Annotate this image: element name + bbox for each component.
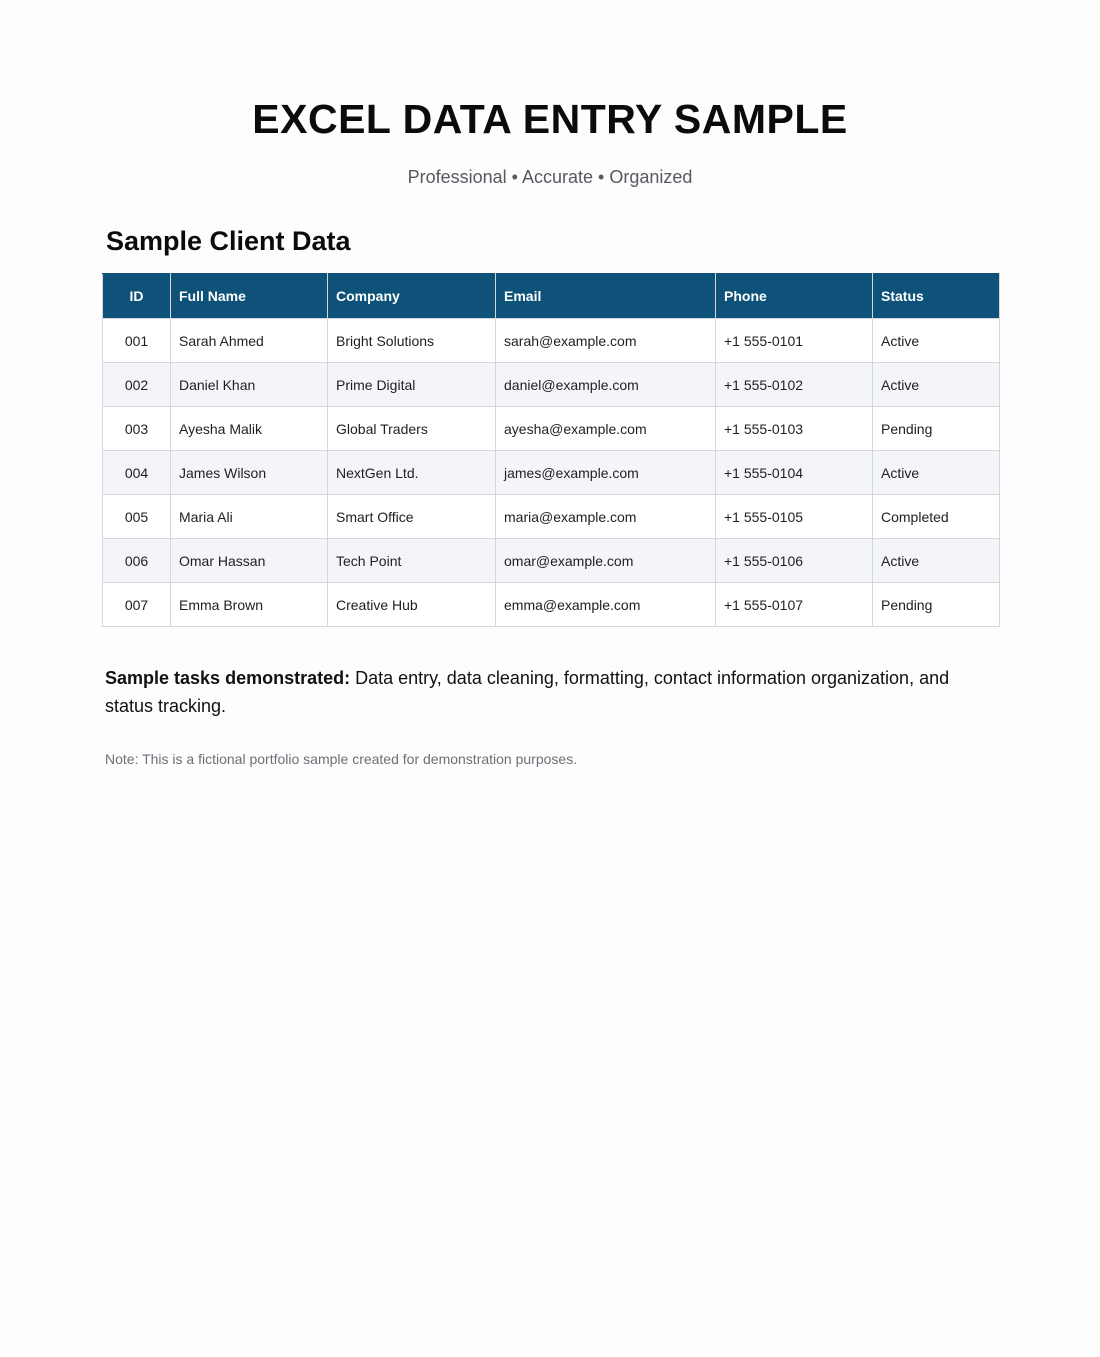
cell-phone: +1 555-0103 xyxy=(716,407,873,451)
cell-company: NextGen Ltd. xyxy=(328,451,496,495)
cell-phone: +1 555-0104 xyxy=(716,451,873,495)
table-header xyxy=(103,274,1000,319)
cell-full-name: Maria Ali xyxy=(171,495,328,539)
cell-full-name: Daniel Khan xyxy=(171,363,328,407)
cell-phone: +1 555-0106 xyxy=(716,539,873,583)
cell-email: omar@example.com xyxy=(496,539,716,583)
cell-status: Active xyxy=(873,451,1000,495)
cell-company: Prime Digital xyxy=(328,363,496,407)
cell-email: james@example.com xyxy=(496,451,716,495)
cell-id: 002 xyxy=(103,363,171,407)
cell-email: sarah@example.com xyxy=(496,319,716,363)
table-body xyxy=(103,319,1000,627)
table-row xyxy=(103,495,1000,539)
cell-phone: +1 555-0101 xyxy=(716,319,873,363)
section-heading: Sample Client Data xyxy=(106,226,351,256)
cell-company: Tech Point xyxy=(328,539,496,583)
cell-status: Pending xyxy=(873,407,1000,451)
cell-status: Active xyxy=(873,319,1000,363)
cell-company: Smart Office xyxy=(328,495,496,539)
cell-id: 001 xyxy=(103,319,171,363)
cell-full-name: Emma Brown xyxy=(171,583,328,627)
page-subtitle: Professional • Accurate • Organized xyxy=(407,167,693,187)
cell-id: 005 xyxy=(103,495,171,539)
tasks-text: Data entry, data cleaning, formatting, contact information organization, and status tracking. xyxy=(105,668,950,716)
cell-phone: +1 555-0105 xyxy=(716,495,873,539)
cell-phone: +1 555-0107 xyxy=(716,583,873,627)
table-row xyxy=(103,319,1000,363)
tasks-label: Sample tasks demonstrated: xyxy=(105,668,351,688)
table-row xyxy=(103,363,1000,407)
tasks-paragraph xyxy=(105,664,995,720)
page-title: EXCEL DATA ENTRY SAMPLE xyxy=(252,96,848,142)
table-row xyxy=(103,583,1000,627)
column-header-full-name: Full Name xyxy=(171,274,328,319)
client-data-table xyxy=(102,273,1000,627)
cell-full-name: Omar Hassan xyxy=(171,539,328,583)
cell-full-name: Sarah Ahmed xyxy=(171,319,328,363)
footnote: Note: This is a fictional portfolio sample created for demonstration purposes. xyxy=(105,751,578,767)
cell-status: Pending xyxy=(873,583,1000,627)
table-row xyxy=(103,451,1000,495)
cell-email: daniel@example.com xyxy=(496,363,716,407)
cell-phone: +1 555-0102 xyxy=(716,363,873,407)
column-header-status: Status xyxy=(873,274,1000,319)
cell-id: 006 xyxy=(103,539,171,583)
cell-id: 003 xyxy=(103,407,171,451)
cell-status: Completed xyxy=(873,495,1000,539)
cell-company: Bright Solutions xyxy=(328,319,496,363)
column-header-id: ID xyxy=(103,274,171,319)
column-header-phone: Phone xyxy=(716,274,873,319)
cell-full-name: Ayesha Malik xyxy=(171,407,328,451)
cell-company: Global Traders xyxy=(328,407,496,451)
cell-email: emma@example.com xyxy=(496,583,716,627)
cell-id: 004 xyxy=(103,451,171,495)
cell-company: Creative Hub xyxy=(328,583,496,627)
cell-email: maria@example.com xyxy=(496,495,716,539)
table-header-row xyxy=(103,274,1000,319)
table-row xyxy=(103,407,1000,451)
column-header-email: Email xyxy=(496,274,716,319)
cell-id: 007 xyxy=(103,583,171,627)
cell-full-name: James Wilson xyxy=(171,451,328,495)
cell-status: Active xyxy=(873,539,1000,583)
column-header-company: Company xyxy=(328,274,496,319)
table-row xyxy=(103,539,1000,583)
cell-email: ayesha@example.com xyxy=(496,407,716,451)
cell-status: Active xyxy=(873,363,1000,407)
